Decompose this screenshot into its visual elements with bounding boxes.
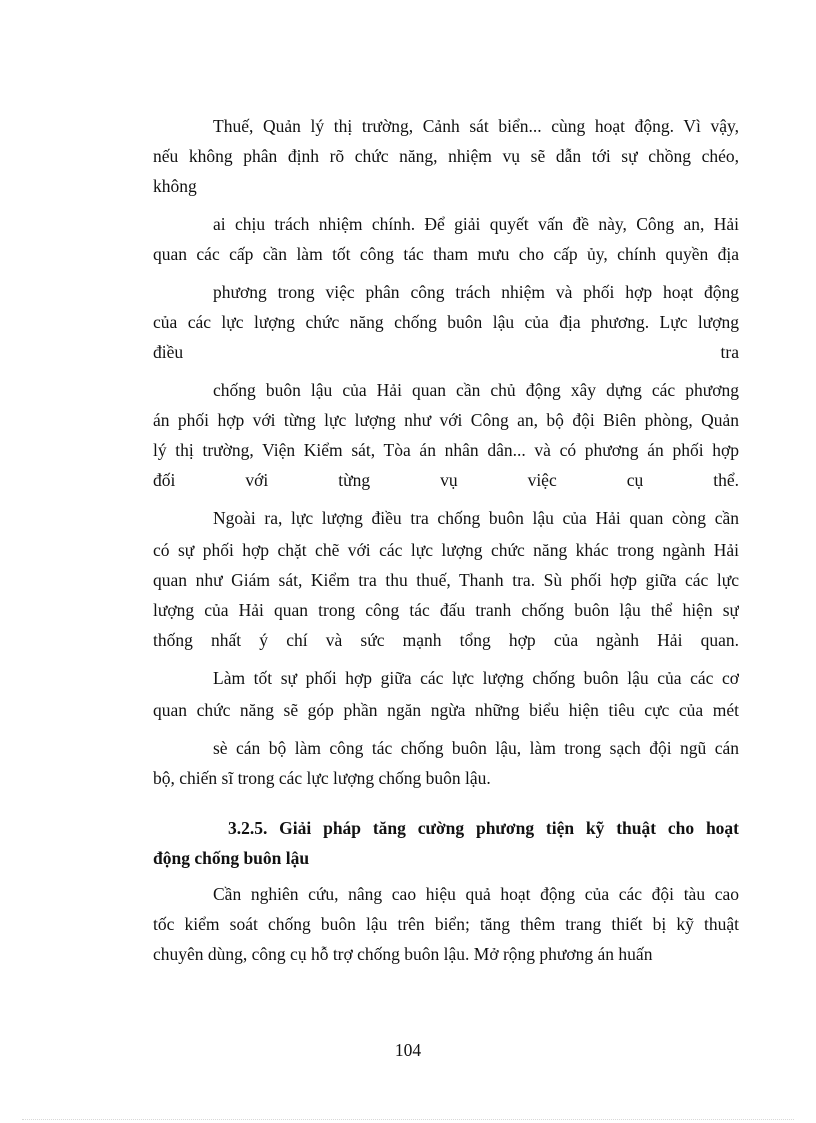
text-line: có sự phối hợp chặt chẽ với các lực lượng chức năng khác trong ngành Hải bbox=[153, 540, 739, 560]
text-line: Làm tốt sự phối hợp giữa các lực lượng chống buôn lậu của các cơ bbox=[213, 668, 739, 688]
text-line: chuyên dùng, công cụ hỗ trợ chống buôn lậu. Mở rộng phương án huấn bbox=[153, 944, 653, 964]
text-line: án phối hợp với từng lực lượng như với Công an, bộ đội Biên phòng, Quản bbox=[153, 410, 739, 430]
text-line: đối với từng vụ việc cụ thể. bbox=[153, 470, 739, 490]
text-line: Cần nghiên cứu, nâng cao hiệu quả hoạt động của các đội tàu cao bbox=[213, 884, 739, 904]
text-line: quan như Giám sát, Kiểm tra thu thuế, Thanh tra. Sù phối hợp giữa các lực bbox=[153, 570, 739, 590]
text-line: lượng của Hải quan trong công tác đấu tranh chống buôn lậu thể hiện sự bbox=[153, 600, 739, 620]
section-heading: 3.2.5. Giải pháp tăng cường phương tiện kỹ thuật cho hoạt bbox=[228, 818, 739, 838]
text-line: quan các cấp cần làm tốt công tác tham mưu cho cấp ủy, chính quyền địa bbox=[153, 244, 739, 264]
text-line: lý thị trường, Viện Kiểm sát, Tòa án nhân dân... và có phương án phối hợp bbox=[153, 440, 739, 460]
text-line: của các lực lượng chức năng chống buôn lậu của địa phương. Lực lượng bbox=[153, 312, 739, 332]
text-line: tốc kiểm soát chống buôn lậu trên biển; tăng thêm trang thiết bị kỹ thuật bbox=[153, 914, 739, 934]
section-heading-cont: động chống buôn lậu bbox=[153, 848, 310, 868]
text-line: ai chịu trách nhiệm chính. Để giải quyết vấn đề này, Công an, Hải bbox=[213, 214, 739, 234]
text-line: chống buôn lậu của Hải quan cần chủ động xây dựng các phương bbox=[213, 380, 739, 400]
text-line: nếu không phân định rõ chức năng, nhiệm vụ sẽ dẫn tới sự chồng chéo, bbox=[153, 146, 739, 166]
text-line-split bbox=[153, 340, 739, 364]
text-line: không bbox=[153, 176, 197, 196]
text-line: sè cán bộ làm công tác chống buôn lậu, làm trong sạch đội ngũ cán bbox=[213, 738, 739, 758]
text-fragment: điều bbox=[153, 342, 184, 362]
text-line: bộ, chiến sĩ trong các lực lượng chống buôn lậu. bbox=[153, 768, 491, 788]
page-number: 104 bbox=[394, 1040, 422, 1060]
text-line: phương trong việc phân công trách nhiệm và phối hợp hoạt động bbox=[213, 282, 739, 302]
text-line: thống nhất ý chí và sức mạnh tổng hợp của ngành Hải quan. bbox=[153, 630, 739, 650]
text-fragment: tra bbox=[720, 342, 739, 362]
text-line: Thuế, Quản lý thị trường, Cảnh sát biển... cùng hoạt động. Vì vậy, bbox=[213, 116, 739, 136]
page-bottom-divider bbox=[22, 1119, 794, 1120]
text-line: quan chức năng sẽ góp phần ngăn ngừa những biểu hiện tiêu cực của mét bbox=[153, 700, 739, 720]
text-line: Ngoài ra, lực lượng điều tra chống buôn lậu của Hải quan còng cần bbox=[213, 508, 739, 528]
